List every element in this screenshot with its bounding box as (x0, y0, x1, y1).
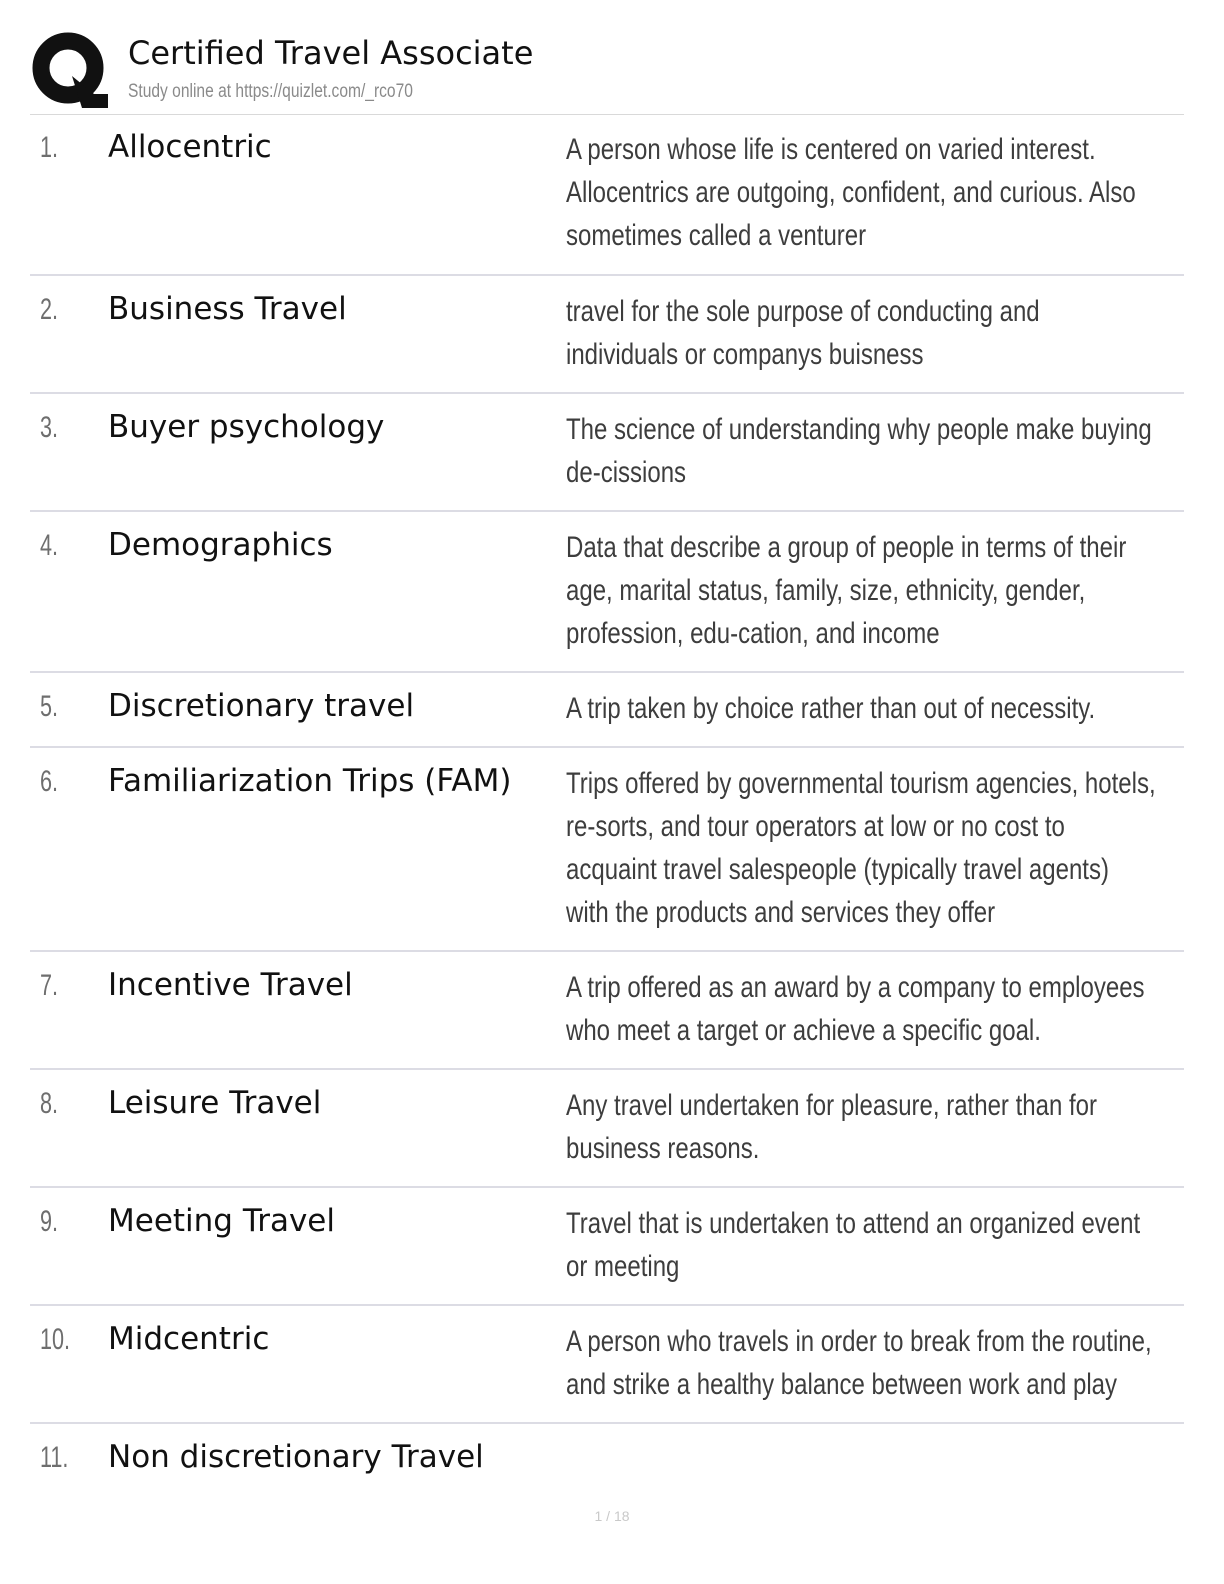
card-term: Allocentric (108, 129, 272, 165)
document-header (30, 28, 1184, 115)
flashcard-row (30, 1188, 1184, 1306)
flashcard-row (30, 1070, 1184, 1188)
flashcard-row (30, 673, 1184, 748)
flashcard-row (30, 748, 1184, 952)
flashcard-row (30, 394, 1184, 512)
card-definition: Trips offered by governmental tourism agencies, hotels, re-sorts, and tour operators at low or no cost to acquaint travel salespeople (typically travel agents) with the products and services they offer (566, 767, 1156, 929)
card-term: Demographics (108, 527, 333, 563)
flashcard-row (30, 952, 1184, 1070)
card-definition: A trip offered as an award by a company to employees who meet a target or achieve a specific goal. (566, 971, 1145, 1047)
card-term: Incentive Travel (108, 967, 353, 1003)
flashcard-row (30, 512, 1184, 673)
card-term: Midcentric (108, 1321, 270, 1357)
card-number: 9. (40, 1205, 59, 1238)
card-number: 7. (40, 969, 59, 1002)
quizlet-q-logo-icon (32, 32, 108, 108)
card-number: 3. (40, 411, 59, 444)
card-definition: travel for the sole purpose of conducting and individuals or companys buisness (566, 295, 1040, 371)
card-term: Leisure Travel (108, 1085, 322, 1121)
card-number: 4. (40, 529, 59, 562)
card-term: Buyer psychology (108, 409, 385, 445)
card-definition: A person who travels in order to break from the routine, and strike a healthy balance between work and play (566, 1325, 1152, 1401)
flashcard-row (30, 276, 1184, 394)
document-title: Certified Travel Associate (128, 34, 534, 72)
card-definition: A trip taken by choice rather than out of necessity. (566, 692, 1096, 725)
card-term: Non discretionary Travel (108, 1439, 484, 1475)
card-definition: A person whose life is centered on varied interest. Allocentrics are outgoing, confident, and curious. Also sometimes called a venturer (566, 133, 1136, 252)
card-term: Meeting Travel (108, 1203, 335, 1239)
card-number: 5. (40, 690, 59, 723)
card-number: 6. (40, 765, 59, 798)
card-number: 1. (40, 131, 59, 164)
flashcard-list (30, 114, 1184, 1494)
card-term: Familiarization Trips (FAM) (108, 763, 512, 799)
card-definition: Travel that is undertaken to attend an organized event or meeting (566, 1207, 1141, 1283)
flashcard-row (30, 1424, 1184, 1494)
card-number: 2. (40, 293, 59, 326)
card-term: Business Travel (108, 291, 347, 327)
card-number: 8. (40, 1087, 59, 1120)
study-online-link[interactable]: Study online at https://quizlet.com/_rco70 (128, 81, 413, 102)
card-term: Discretionary travel (108, 688, 415, 724)
flashcard-row (30, 114, 1184, 276)
card-definition: Data that describe a group of people in terms of their age, marital status, family, size, ethnicity, gender, profession, edu-cation, and income (566, 531, 1127, 650)
card-definition: Any travel undertaken for pleasure, rather than for business reasons. (566, 1089, 1097, 1165)
card-number: 10. (40, 1323, 71, 1356)
card-number: 11. (40, 1441, 69, 1474)
page-number: 1 / 18 (594, 1508, 630, 1524)
card-definition: The science of understanding why people make buying de-cissions (566, 413, 1152, 489)
flashcard-row (30, 1306, 1184, 1424)
